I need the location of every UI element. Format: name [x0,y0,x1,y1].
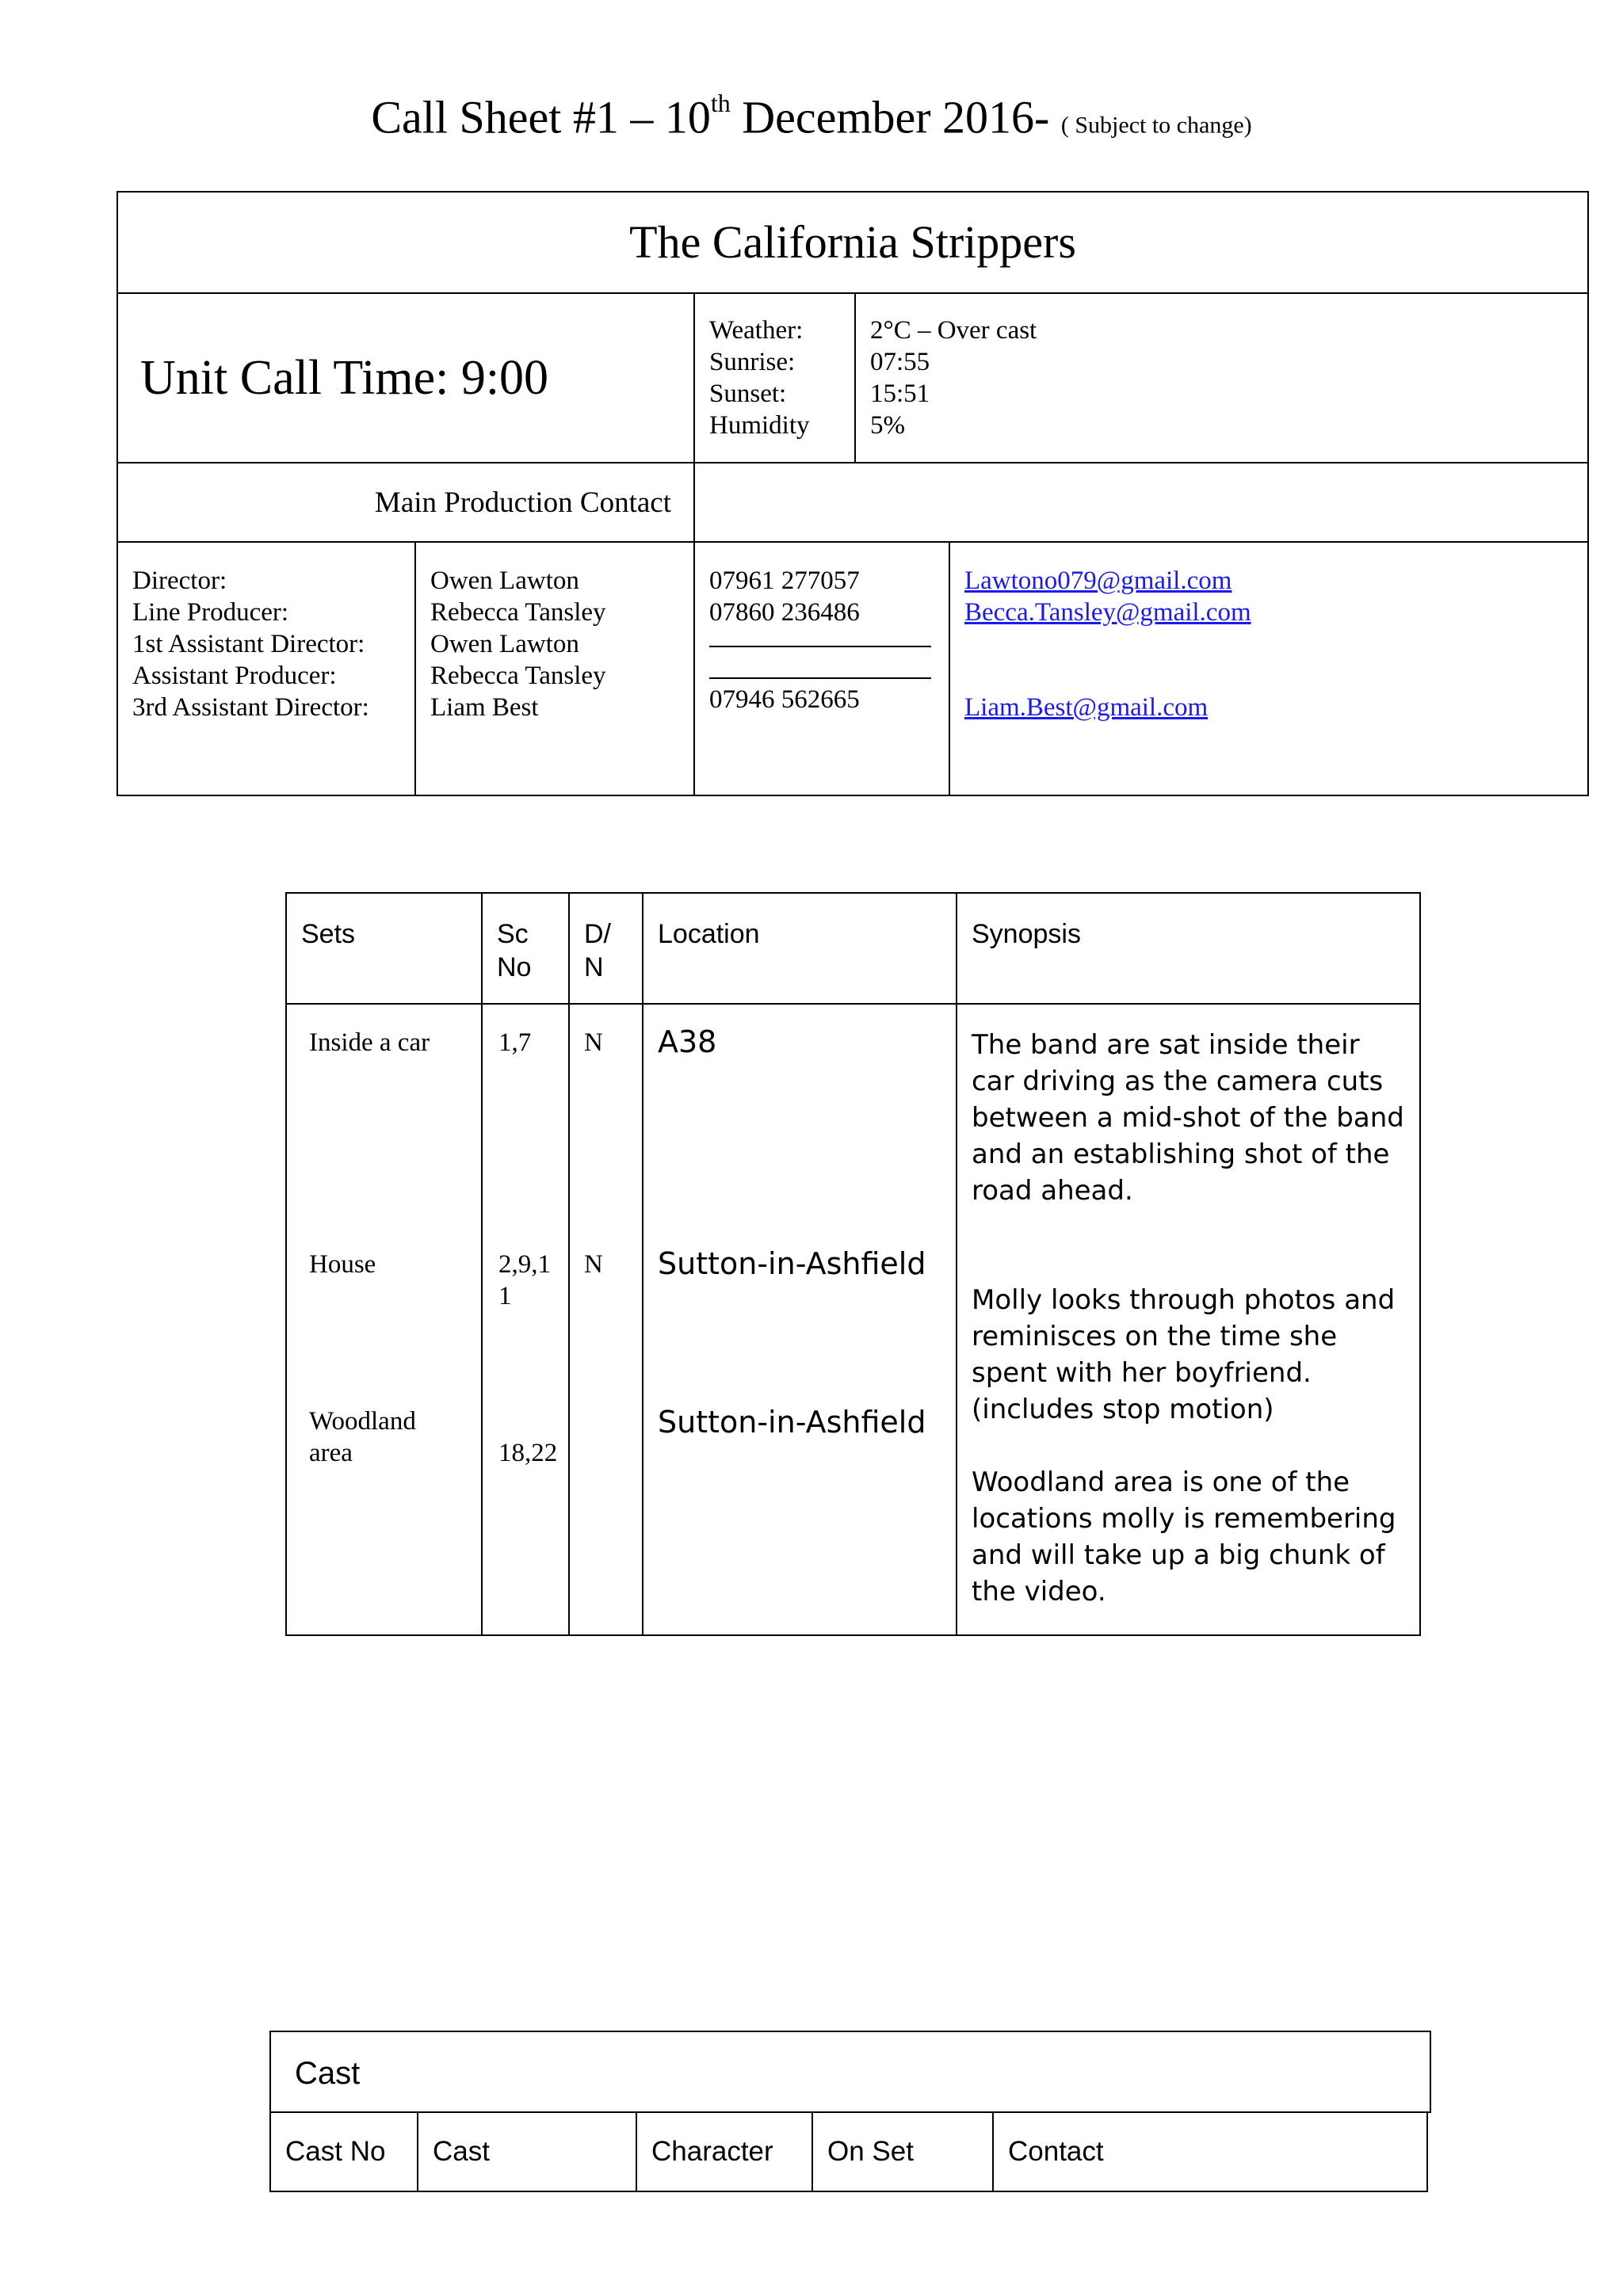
location-value: Sutton-in-Ashfield [658,1405,926,1440]
conditions-values [855,293,1588,463]
cast-header-on-set: On Set [812,2112,993,2191]
sunrise-label: Sunrise: [709,348,796,376]
cast-header-cast-no: Cast No [270,2112,418,2191]
set-name: Inside a car [309,1028,430,1057]
weather-label: Weather: [709,316,804,345]
crew-phone: 07961 277057 [709,566,860,595]
sets-table [285,892,1421,1636]
main-contact-empty-cell [694,463,1588,542]
crew-name: Rebecca Tansley [430,598,606,627]
crew-name: Owen Lawton [430,566,579,595]
production-title: The California Strippers [117,192,1588,293]
header-location: Location [643,893,957,1004]
email-link[interactable]: Lawtono079@gmail.com [964,566,1232,595]
scene-column [482,1004,569,1635]
crew-role: 3rd Assistant Director: [132,693,369,722]
cast-header-character: Character [636,2112,812,2191]
crew-role: Assistant Producer: [132,662,337,690]
call-sheet-title [0,76,1623,157]
header-sets: Sets [286,893,482,1004]
synopsis-text: Woodland area is one of the locations molly is remembering and will take up a big chunk of the video. [972,1466,1396,1608]
set-name: House [309,1250,376,1279]
crew-role: Director: [132,566,227,595]
header-day-night [569,893,643,1004]
synopsis-text: The band are sat inside their car driving as the camera cuts between a mid-shot of the band and an establishing shot of the road ahead. [972,1029,1404,1207]
synopsis-text: Molly looks through photos and reminisces on the time she spent with her boyfriend. (includes stop motion) [972,1284,1396,1425]
cast-header-contact: Contact [993,2112,1427,2191]
main-production-contact: Main Production Contact [117,463,694,542]
humidity-value: 5% [870,411,905,440]
title-note: ( Subject to change) [1060,112,1252,139]
crew-roles [117,542,415,795]
location-column [643,1004,957,1635]
unit-call-time: Unit Call Time: 9:00 [117,293,694,463]
crew-role: 1st Assistant Director: [132,630,365,658]
blank-phone-line [709,646,931,647]
header-scene-no-line: Sc [497,919,529,949]
day-night-value: N [584,1250,603,1279]
day-night-value: N [584,1028,603,1057]
title-ordinal: th [710,89,731,117]
crew-names [415,542,694,795]
set-name: Woodland area [309,1407,416,1467]
header-synopsis: Synopsis [957,893,1420,1004]
humidity-label: Humidity [709,411,810,440]
email-link[interactable]: Liam.Best@gmail.com [964,693,1209,722]
sunrise-value: 07:55 [870,348,930,376]
crew-emails [949,542,1588,795]
weather-value: 2°C – Over cast [870,316,1037,345]
sunset-value: 15:51 [870,379,930,408]
blank-phone-line [709,677,931,679]
email-link[interactable]: Becca.Tansley@gmail.com [964,598,1251,627]
production-info-table [116,191,1589,796]
sets-column [286,1004,482,1635]
cast-title: Cast [295,2056,361,2091]
crew-role: Line Producer: [132,598,289,627]
crew-name: Liam Best [430,693,539,722]
header-scene-no-line: No [497,952,532,982]
crew-phone: 07860 236486 [709,598,860,627]
crew-phone: 07946 562665 [709,685,860,714]
synopsis-column [957,1004,1420,1635]
location-value: Sutton-in-Ashfield [658,1246,926,1281]
header-scene-no [482,893,569,1004]
title-suffix: December 2016- [730,91,1061,143]
cast-header-cast: Cast [418,2112,636,2191]
cast-table [269,2111,1428,2192]
header-day-night-line: N [584,952,604,982]
cast-title-box [269,2031,1431,2113]
scene-number: 18,22 [498,1439,558,1467]
conditions-labels [694,293,855,463]
title-prefix: Call Sheet #1 – 10 [371,91,711,143]
crew-name: Rebecca Tansley [430,662,606,690]
header-day-night-line: D/ [584,919,611,949]
sunset-label: Sunset: [709,379,787,408]
scene-number: 2,9,11 [498,1250,551,1310]
crew-name: Owen Lawton [430,630,579,658]
scene-number: 1,7 [498,1028,532,1057]
day-night-column [569,1004,643,1635]
location-value: A38 [658,1024,717,1059]
crew-phones [694,542,949,795]
